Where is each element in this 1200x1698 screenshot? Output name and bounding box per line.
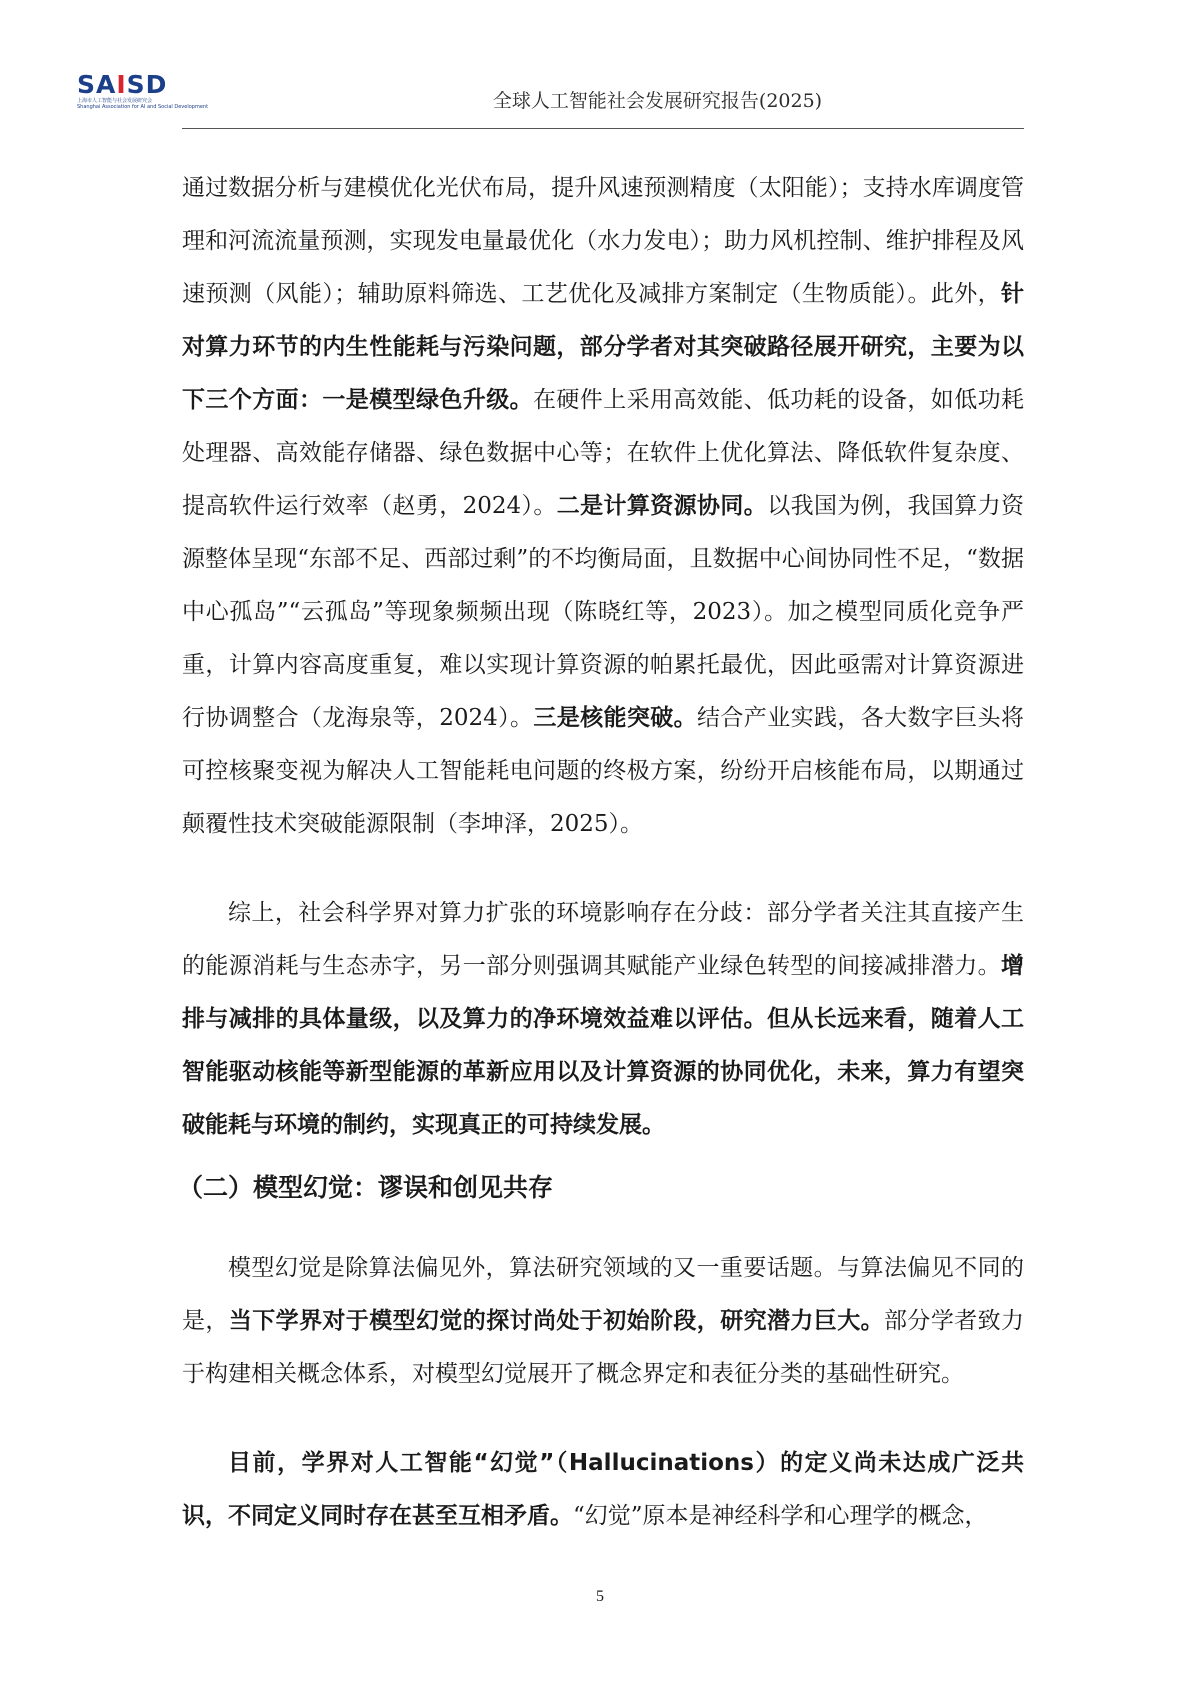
text-run: “幻觉”原本是神经科学和心理学的概念， <box>573 1503 988 1529</box>
logo-subtitle-cn: 上海市人工智能与社会发展研究会 <box>77 98 153 104</box>
text-run: 以我国为例，我国算力资源整体呈现“东部不足、西部过剩”的不均衡局面，且数据中心间协同性不足，“数据中心孤岛”“云孤岛”等现象频频出现（陈晓红等，2023）。加之模型同质化竞争严重，计算内容高度重复，难以实现计算资源的帕累托最优，因此亟需对计算资源进行协调整合（龙海泉等，2024）。 <box>182 493 1024 731</box>
bold-run: 增排与减排的具体量级，以及算力的净环境效益难以评估。但从长远来看，随着人工智能驱动核能等新型能源的革新应用以及计算资源的协同优化，未来，算力有望突破能耗与环境的制约，实现真正的可持续发展。 <box>182 953 1024 1138</box>
bold-run: 当下学界对于模型幻觉的探讨尚处于初始阶段，研究潜力巨大。 <box>228 1308 885 1334</box>
logo-subtitle-en: Shanghai Association for AI and Social Development <box>77 104 209 110</box>
paragraph-hallucination-intro <box>182 1242 1024 1401</box>
text-run: 部分学者致力于构建相关概念体系，对模型幻觉展开了概念界定和表征分类的基础性研究。 <box>182 1308 1025 1387</box>
section-heading: （二）模型幻觉：谬误和创见共存 <box>178 1173 554 1202</box>
bold-run: 针对算力环节的内生性能耗与污染问题，部分学者对其突破路径展开研究，主要为以下三个方面：一是模型绿色升级。 <box>182 281 1024 413</box>
text-run: 结合产业实践，各大数字巨头将可控核聚变视为解决人工智能耗电问题的终极方案，纷纷开启核能布局，以期通过颠覆性技术突破能源限制（李坤泽，2025）。 <box>182 705 1024 837</box>
paragraph-gap <box>182 1401 1024 1437</box>
header-divider <box>182 128 1024 129</box>
paragraph-summary <box>182 887 1024 1152</box>
text-run: 通过数据分析与建模优化光伏布局，提升风速预测精度（太阳能）；支持水库调度管理和河流流量预测，实现发电量最优化（水力发电）；助力风机控制、维护排程及风速预测（风能）；辅助原料筛选、工艺优化及减排方案制定（生物质能）。此外， <box>182 175 1024 307</box>
logo-wordmark: SAISD <box>77 70 168 99</box>
paragraph-energy-paths <box>182 162 1024 851</box>
page-body <box>178 162 1025 1543</box>
text-run: 综上，社会科学界对算力扩张的环境影响存在分歧：部分学者关注其直接产生的能源消耗与生态赤字，另一部分则强调其赋能产业绿色转型的间接减排潜力。 <box>182 900 1024 979</box>
running-header-title: 全球人工智能社会发展研究报告(2025) <box>492 90 823 112</box>
bold-run: 三是核能突破。 <box>533 705 698 731</box>
page-number: 5 <box>596 1588 604 1605</box>
bold-run: 目前，学界对人工智能“幻觉”（Hallucinations）的定义尚未达成广泛共识，不同定义同时存在甚至互相矛盾。 <box>182 1450 1024 1529</box>
text-run: 在硬件上采用高效能、低功耗的设备，如低功耗处理器、高效能存储器、绿色数据中心等；在软件上优化算法、降低软件复杂度、提高软件运行效率（赵勇，2024）。 <box>182 387 1025 519</box>
paragraph-definition <box>182 1437 1024 1543</box>
saisd-logo <box>77 70 209 110</box>
paragraph-gap <box>182 851 1024 887</box>
text-run: 模型幻觉是除算法偏见外，算法研究领域的又一重要话题。与算法偏见不同的是， <box>182 1255 1024 1334</box>
bold-run: 二是计算资源协同。 <box>556 493 768 519</box>
